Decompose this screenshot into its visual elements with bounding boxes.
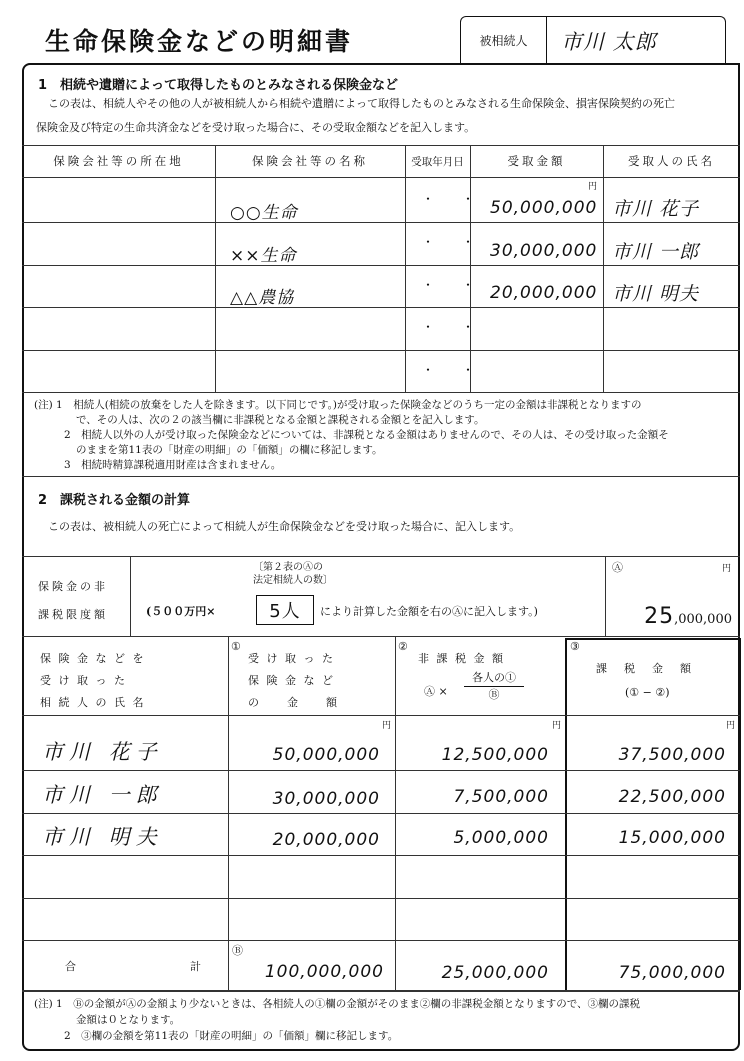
limit-amount[interactable] [644,603,732,634]
company-name[interactable]: △△農協 [230,288,295,308]
recipient-name[interactable]: 市川 明夫 [612,283,700,305]
page-title: 生命保険金などの明細書 [45,27,354,56]
col-header-line: 受 け 取 っ た [248,652,335,665]
yen-unit: 円 [726,721,736,731]
date-field[interactable]: ・ ・ [422,320,483,334]
date-field[interactable]: ・ ・ [422,278,483,292]
received-amount[interactable]: 50,000,000 [272,745,380,765]
heir-name[interactable]: 市川 明夫 [42,825,163,849]
received-amount[interactable]: 20,000,000 [272,830,380,850]
col-header-line: 相 続 人 の 氏 名 [40,696,146,709]
heir-name[interactable]: 市川 花子 [42,740,163,764]
amount[interactable]: 20,000,000 [490,283,598,303]
mark-3: ③ [570,640,580,653]
note: 3 相続時精算課税適用財産は含まれません。 [64,459,282,471]
mark-2: ② [398,640,408,653]
col-header-line: 受 け 取 っ た [40,674,127,687]
section1-desc: この表は、相続人やその他の人が被相続人から相続や遺贈によって取得したものとみなされる生命保険金、損害保険契約の死亡 [48,97,675,110]
col0-header [40,648,145,714]
col3-subheader: (① − ②) [625,686,670,699]
section1-desc: 保険金及び特定の生命共済金などを受け取った場合に、その受取金額などを記入します。 [36,121,476,134]
note: のままを第11表の「財産の明細」の「価額」の欄に移記します。 [76,444,383,456]
limit-amount-printed: ,000,000 [674,612,732,627]
formula-denominator: Ⓑ [488,688,500,701]
formula-suffix: により計算した金額を右のⒶに記入します。) [320,605,538,618]
total-received[interactable]: 100,000,000 [264,962,384,982]
col3-header: 課 税 金 額 [596,662,694,675]
note: 2 ③欄の金額を第11表の「財産の明細」の「価額」欄に移記します。 [64,1030,399,1042]
date-field[interactable]: ・ ・ [422,363,483,377]
nontax-amount[interactable]: 12,500,000 [441,745,549,765]
note: (注) 1 Ⓑの金額がⒶの金額より少ないときは、各相続人の①欄の金額がそのまま②欄の非課税金額となりますので、③欄の課税 [34,998,640,1010]
header-location: 保険会社等の所在地 [53,154,184,168]
header-date: 受取年月日 [411,155,464,168]
company-name[interactable]: ○○生命 [230,203,298,223]
date-field[interactable]: ・ ・ [422,235,483,249]
formula-prefix: (５００万円× [146,605,216,618]
nontax-amount[interactable]: 7,500,000 [453,787,549,807]
section1-desc-block [36,92,675,140]
date-field[interactable]: ・ ・ [422,192,483,206]
amount[interactable]: 30,000,000 [490,241,598,261]
amount[interactable]: 50,000,000 [490,198,598,218]
taxable-amount[interactable]: 15,000,000 [618,828,726,848]
formula-numerator: 各人の① [464,670,524,687]
recipient-name[interactable]: 市川 一郎 [612,241,700,263]
nontax-amount[interactable]: 5,000,000 [453,828,549,848]
yen-unit: 円 [382,721,392,731]
header-company: 保険会社等の名称 [252,154,368,168]
company-name[interactable]: ××生命 [230,246,297,266]
col-header-line: の 金 額 [248,696,339,709]
decedent-box [460,16,726,64]
limit-label: 保険金の非 [38,580,108,593]
note: 2 相続人以外の人が受け取った保険金などについては、非課税となる金額はありませんので、その人は、その受け取った金額そ [64,429,669,441]
section2-notes [34,996,640,1044]
section1-notes [34,398,669,473]
received-amount[interactable]: 30,000,000 [272,789,380,809]
col2-header: 非 課 税 金 額 [418,652,505,665]
decedent-name[interactable]: 市川 太郎 [561,29,657,54]
total-nontax[interactable]: 25,000,000 [441,963,549,983]
limit-label: 課税限度額 [38,608,108,621]
recipient-name[interactable]: 市川 花子 [612,198,700,220]
yen-unit: 円 [588,182,598,192]
mark-a: Ⓐ [612,561,623,574]
total-label: 計 [190,960,201,973]
decedent-label: 被相続人 [461,17,547,64]
col-header-line: 保 険 金 な ど [248,674,335,687]
heirs-count-box[interactable]: 5人 [256,595,314,625]
formula-caption [253,561,333,587]
total-taxable[interactable]: 75,000,000 [618,963,726,983]
col1-header [248,648,339,714]
formula-caption-line: 〔第２表のⒶの [253,562,323,573]
heir-name[interactable]: 市川 一郎 [42,783,163,807]
mark-1: ① [231,640,241,653]
formula-a: Ⓐ × [424,685,448,698]
formula-caption-line: 法定相続人の数〕 [253,575,333,586]
section2-desc: この表は、被相続人の死亡によって相続人が生命保険金などを受け取った場合に、記入します。 [48,520,521,533]
section1-heading: 1 相続や遺贈によって取得したものとみなされる保険金など [38,78,399,93]
header-amount: 受取金額 [507,154,566,168]
taxable-amount[interactable]: 22,500,000 [618,787,726,807]
note: で、その人は、次の２の該当欄に非課税となる金額と課税される金額とを記入します。 [76,414,485,426]
limit-amount-handwritten: 25 [644,604,675,629]
col-header-line: 保 険 金 な ど を [40,652,146,665]
mark-b: Ⓑ [232,944,243,957]
formula-fraction [464,670,524,703]
yen-unit: 円 [722,564,732,574]
header-recipient: 受取人の氏名 [628,154,715,168]
note: 金額は０となります。 [76,1014,181,1026]
taxable-amount[interactable]: 37,500,000 [618,745,726,765]
yen-unit: 円 [552,721,562,731]
note: (注) 1 相続人(相続の放棄をした人を除きます。以下同じです。)が受け取った保険金などのうち一定の金額は非課税となりますの [34,399,642,411]
total-label: 合 [65,960,76,973]
section2-heading: 2 課税される金額の計算 [38,493,191,508]
